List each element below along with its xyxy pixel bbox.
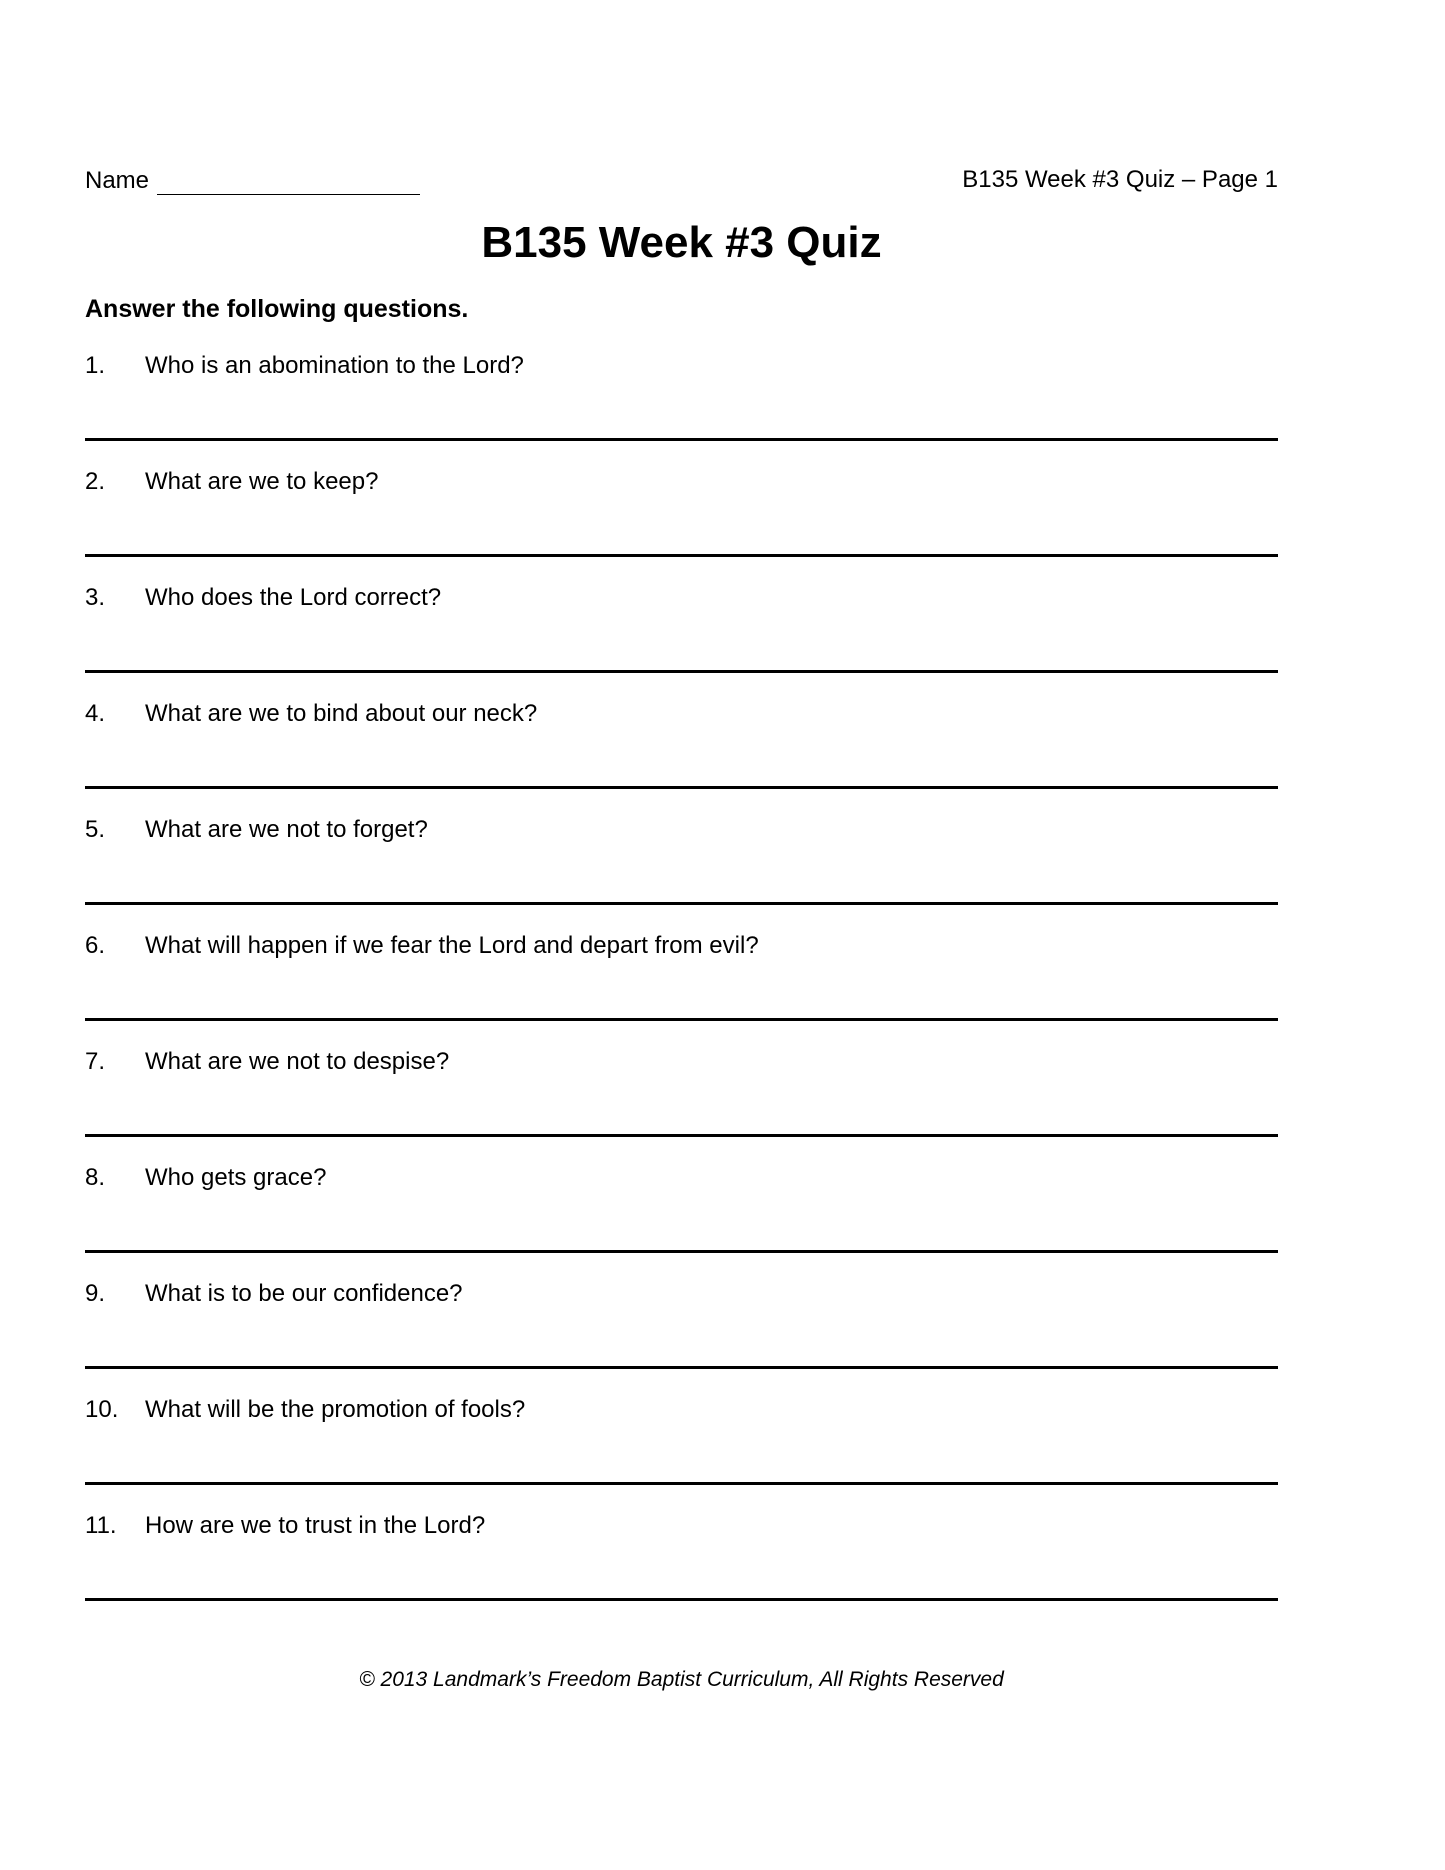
instructions: Answer the following questions. xyxy=(85,295,469,323)
question-number: 2. xyxy=(85,468,106,495)
question-list xyxy=(85,338,1278,1614)
copyright-footer: © 2013 Landmark’s Freedom Baptist Curriculum, All Rights Reserved xyxy=(359,1668,1004,1691)
question-item xyxy=(85,1150,1278,1266)
page-label: B135 Week #3 Quiz – Page 1 xyxy=(962,166,1278,193)
question-number: 5. xyxy=(85,816,106,843)
answer-line[interactable] xyxy=(85,1134,1278,1137)
question-text: How are we to trust in the Lord? xyxy=(145,1512,486,1539)
question-text: What are we to keep? xyxy=(145,468,379,495)
question-number: 9. xyxy=(85,1280,106,1307)
question-number: 1. xyxy=(85,352,106,379)
name-label: Name xyxy=(85,167,150,194)
question-item xyxy=(85,918,1278,1034)
question-number: 4. xyxy=(85,700,106,727)
question-item xyxy=(85,1382,1278,1498)
question-item xyxy=(85,338,1278,454)
answer-line[interactable] xyxy=(85,786,1278,789)
question-text: Who is an abomination to the Lord? xyxy=(145,352,524,379)
page-header xyxy=(85,166,1278,202)
question-text: Who does the Lord correct? xyxy=(145,584,442,611)
answer-line[interactable] xyxy=(85,1366,1278,1369)
question-item xyxy=(85,1266,1278,1382)
quiz-title: B135 Week #3 Quiz xyxy=(481,218,882,267)
question-text: What is to be our confidence? xyxy=(145,1280,463,1307)
answer-line[interactable] xyxy=(85,1598,1278,1601)
question-text: What will be the promotion of fools? xyxy=(145,1396,526,1423)
question-number: 6. xyxy=(85,932,106,959)
question-item xyxy=(85,570,1278,686)
question-number: 8. xyxy=(85,1164,106,1191)
question-number: 11. xyxy=(85,1512,117,1539)
answer-line[interactable] xyxy=(85,1250,1278,1253)
question-text: Who gets grace? xyxy=(145,1164,327,1191)
question-text: What will happen if we fear the Lord and depart from evil? xyxy=(145,932,759,959)
question-item xyxy=(85,802,1278,918)
question-number: 3. xyxy=(85,584,106,611)
question-text: What are we to bind about our neck? xyxy=(145,700,538,727)
answer-line[interactable] xyxy=(85,1018,1278,1021)
question-text: What are we not to despise? xyxy=(145,1048,450,1075)
question-item xyxy=(85,686,1278,802)
name-blank-line[interactable] xyxy=(157,166,420,195)
question-item xyxy=(85,454,1278,570)
name-field-block xyxy=(85,166,420,195)
answer-line[interactable] xyxy=(85,438,1278,441)
answer-line[interactable] xyxy=(85,902,1278,905)
question-item xyxy=(85,1498,1278,1614)
question-number: 10. xyxy=(85,1396,119,1423)
question-text: What are we not to forget? xyxy=(145,816,428,843)
question-number: 7. xyxy=(85,1048,106,1075)
answer-line[interactable] xyxy=(85,670,1278,673)
answer-line[interactable] xyxy=(85,554,1278,557)
answer-line[interactable] xyxy=(85,1482,1278,1485)
question-item xyxy=(85,1034,1278,1150)
